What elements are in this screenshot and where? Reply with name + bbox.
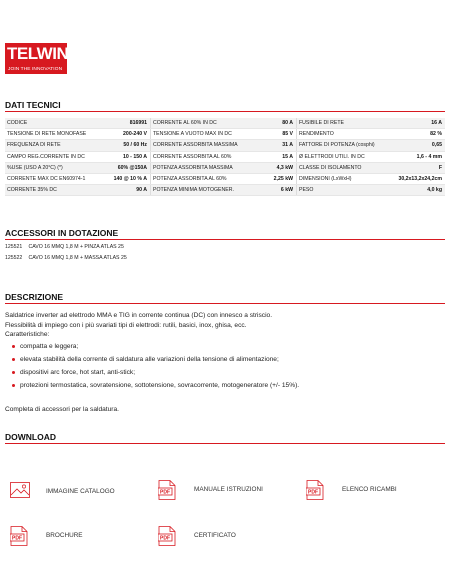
spec-label: CORRENTE AL 60% IN DC	[153, 120, 217, 127]
spec-cell	[151, 185, 297, 195]
download-brochure[interactable]	[10, 526, 83, 544]
spec-label: RENDIMENTO	[299, 131, 334, 138]
feature-text: protezioni termostatica, sovratensione, sottotensione, sovracorrente, motogeneratore (+/- 15%).	[20, 382, 300, 389]
spec-cell	[297, 118, 445, 128]
description-line: Caratteristiche:	[5, 331, 50, 338]
svg-text:PDF: PDF	[308, 489, 318, 496]
download-certificato[interactable]	[158, 526, 236, 544]
logo-tagline: JOIN THE INNOVATION	[8, 67, 63, 72]
description-line: Flessibilità di impiego con i più svariati tipi di elettrodi: rutili, basici, inox, ghisa, ecc.	[5, 321, 247, 329]
spec-value: 200-240 V	[123, 131, 147, 138]
download-label: BROCHURE	[46, 531, 83, 539]
spec-label: FREQUENZA DI RETE	[7, 142, 61, 149]
spec-row	[5, 129, 445, 140]
spec-cell	[297, 174, 445, 184]
section-divider	[5, 303, 445, 304]
section-divider	[5, 239, 445, 240]
spec-cell	[5, 163, 151, 173]
telwin-logo	[5, 43, 67, 74]
spec-label: CORRENTE MAX DC EN60974-1	[7, 176, 86, 183]
spec-cell	[5, 129, 151, 139]
spec-cell	[5, 152, 151, 162]
spec-label: DIMENSIONI (LxWxH)	[299, 176, 352, 183]
spec-label: FATTORE DI POTENZA (cosphi)	[299, 142, 375, 149]
spec-cell	[151, 174, 297, 184]
spec-label: Ø ELETTRODI UTILI. IN DC	[299, 153, 365, 160]
spec-label: FUSIBILE DI RETE	[299, 120, 344, 127]
spec-cell	[5, 118, 151, 128]
spec-label: POTENZA ASSORBITA AL 60%	[153, 176, 227, 183]
spec-row	[5, 185, 445, 196]
spec-value: 140 @ 10 % A	[113, 176, 147, 183]
spec-value: 1,6 - 4 mm	[416, 153, 442, 160]
spec-cell	[5, 185, 151, 195]
download-label: IMMAGINE CATALOGO	[46, 487, 115, 495]
spec-cell	[151, 152, 297, 162]
spec-label: CORRENTE 35% DC	[7, 187, 57, 194]
pdf-icon	[158, 480, 176, 498]
spec-label: %USE (USO A 20°C) (*)	[7, 164, 63, 171]
spec-cell	[297, 140, 445, 150]
pdf-icon	[306, 480, 324, 498]
spec-cell	[151, 163, 297, 173]
feature-item	[12, 342, 442, 355]
bullet-icon	[12, 358, 15, 361]
spec-label: CODICE	[7, 120, 28, 127]
specs-table	[5, 118, 445, 196]
spec-cell	[151, 129, 297, 139]
download-manuale-istruzioni[interactable]	[158, 480, 263, 498]
spec-value: 6 kW	[280, 187, 293, 194]
feature-item	[12, 368, 442, 381]
spec-label: POTENZA MINIMA MOTOGENER.	[153, 187, 234, 194]
svg-text:PDF: PDF	[12, 535, 22, 542]
section-title-tech: DATI TECNICI	[5, 100, 61, 110]
download-label: CERTIFICATO	[194, 531, 236, 539]
spec-row	[5, 152, 445, 163]
bullet-icon	[12, 371, 15, 374]
spec-label: CAMPO REG.CORRENTE IN DC	[7, 153, 85, 160]
spec-cell	[5, 174, 151, 184]
description-outro: Completa di accessori per la saldatura.	[5, 406, 119, 413]
spec-label: TENSIONE DI RETE MONOFASE	[7, 131, 87, 138]
spec-value: 15 A	[282, 153, 293, 160]
description-intro	[5, 311, 445, 340]
accessory-item	[5, 244, 124, 250]
description-line: Saldatrice inverter ad elettrodo MMA e TIG in corrente continua (DC) con innesco a striscio.	[5, 312, 273, 319]
spec-value: 30,2x13,2x24,2cm	[398, 176, 442, 183]
spec-value: 816991	[129, 120, 147, 127]
image-icon	[10, 482, 28, 500]
accessory-desc: CAVO 16 MMQ 1,8 M + MASSA ATLAS 25	[28, 255, 127, 261]
download-immagine-catalogo[interactable]	[10, 482, 115, 500]
spec-label: CORRENTE ASSORBITA MASSIMA	[153, 142, 238, 149]
spec-row	[5, 163, 445, 174]
spec-cell	[297, 163, 445, 173]
spec-value: 31 A	[282, 142, 293, 149]
download-label: ELENCO RICAMBI	[342, 485, 397, 493]
logo-brand: TELWIN	[7, 44, 69, 63]
section-divider	[5, 111, 445, 112]
spec-value: 82 %	[430, 131, 442, 138]
spec-value: 4,3 kW	[276, 164, 293, 171]
bullet-icon	[12, 345, 15, 348]
spec-value: 90 A	[136, 187, 147, 194]
spec-cell	[297, 185, 445, 195]
spec-row	[5, 174, 445, 185]
spec-value: 4,0 kg	[427, 187, 442, 194]
spec-row	[5, 140, 445, 151]
spec-value: 50 / 60 Hz	[123, 142, 147, 149]
feature-item	[12, 381, 442, 394]
accessory-code: 125522	[5, 255, 23, 261]
section-title-download: DOWNLOAD	[5, 432, 56, 442]
spec-label: CLASSE DI ISOLAMENTO	[299, 164, 362, 171]
pdf-icon	[158, 526, 176, 544]
download-elenco-ricambi[interactable]	[306, 480, 397, 498]
spec-value: 60% @150A	[117, 164, 147, 171]
spec-value: 85 V	[282, 131, 293, 138]
section-title-description: DESCRIZIONE	[5, 292, 64, 302]
spec-value: 16 A	[431, 120, 442, 127]
feature-text: dispositivi arc force, hot start, anti-stick;	[20, 369, 136, 376]
spec-label: PESO	[299, 187, 314, 194]
spec-value: F	[438, 164, 442, 171]
accessory-desc: CAVO 16 MMQ 1,8 M + PINZA ATLAS 25	[28, 244, 124, 250]
spec-label: TENSIONE A VUOTO MAX IN DC	[153, 131, 232, 138]
spec-value: 10 - 150 A	[122, 153, 147, 160]
spec-cell	[151, 118, 297, 128]
feature-text: compatta e leggera;	[20, 343, 79, 350]
spec-value: 0,65	[431, 142, 442, 149]
accessory-item	[5, 255, 127, 261]
spec-cell	[5, 140, 151, 150]
section-title-accessories: ACCESSORI IN DOTAZIONE	[5, 228, 119, 238]
spec-cell	[151, 140, 297, 150]
spec-label: POTENZA ASSORBITA MASSIMA	[153, 164, 233, 171]
accessory-code: 125521	[5, 244, 23, 250]
spec-value: 80 A	[282, 120, 293, 127]
pdf-icon	[10, 526, 28, 544]
spec-row	[5, 118, 445, 129]
spec-cell	[297, 152, 445, 162]
svg-text:PDF: PDF	[160, 489, 170, 496]
features-list	[12, 342, 442, 394]
feature-item	[12, 355, 442, 368]
spec-label: CORRENTE ASSORBITA AL 60%	[153, 153, 232, 160]
section-divider	[5, 443, 445, 444]
spec-cell	[297, 129, 445, 139]
svg-text:PDF: PDF	[160, 535, 170, 542]
bullet-icon	[12, 384, 15, 387]
spec-value: 2,25 kW	[273, 176, 293, 183]
download-label: MANUALE ISTRUZIONI	[194, 485, 263, 493]
feature-text: elevata stabilità della corrente di saldatura alle variazioni della tensione di alimentazione;	[20, 356, 279, 363]
